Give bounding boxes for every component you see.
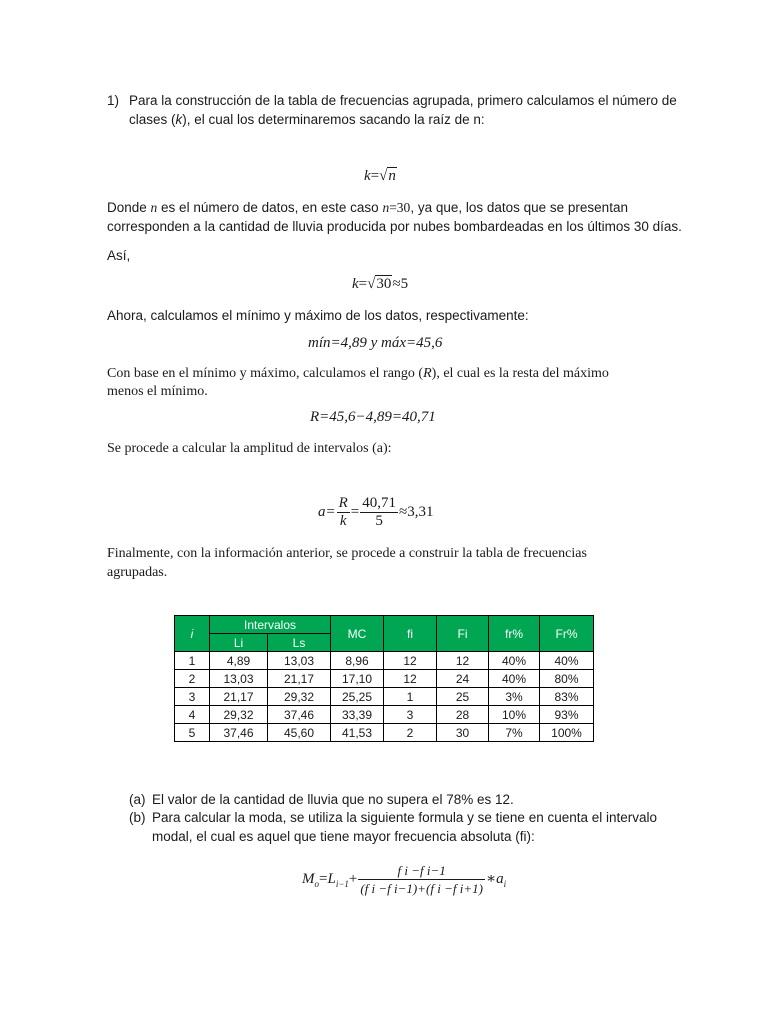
formula-a (318, 495, 434, 530)
fraction-r-k-num: R (338, 495, 348, 511)
item-a-text: El valor de la cantidad de lluvia que no supera el 78% es 12. (152, 792, 514, 807)
table-cell: 83% (540, 688, 594, 706)
formula-k-lhs: k (364, 168, 371, 184)
item-1-line-1: Para la construcción de la tabla de frecuencias agrupada, primero calculamos el número de (129, 93, 677, 108)
table-cell: 4,89 (210, 652, 268, 670)
fraction-r-k (337, 495, 350, 530)
header-ls: Ls (268, 634, 331, 652)
donde-line-2: corresponden a la cantidad de lluvia producida por nubes bombardeadas en los últimos 30 días. (107, 219, 682, 234)
table-row (175, 706, 594, 724)
table-cell: 12 (384, 670, 437, 688)
table-cell: 13,03 (210, 670, 268, 688)
table-row (175, 670, 594, 688)
item-1-line-2-a: clases ( (129, 112, 176, 127)
fraction-mode-den: (f i −f i−1)+(f i −f i+1) (360, 881, 483, 896)
donde-n1: n (150, 200, 158, 215)
formula-mo-times: ∗a (485, 870, 504, 887)
table-cell: 3 (384, 706, 437, 724)
table-cell: 1 (175, 652, 210, 670)
table-cell: 24 (437, 670, 489, 688)
formula-mo-l: L (327, 870, 336, 887)
formula-a-lhs: a= (318, 503, 336, 520)
fraction-value-den: 5 (360, 512, 398, 530)
rango-b: ), el cual es la resta del máximo (431, 366, 609, 381)
table-cell: 25 (437, 688, 489, 706)
table-cell: 3% (489, 688, 540, 706)
formula-mo-plus: + (348, 870, 358, 887)
formula-r (310, 409, 436, 426)
table-cell: 2 (384, 724, 437, 742)
header-li: Li (210, 634, 268, 652)
fraction-r-k-den: k (337, 512, 350, 530)
donde-line-1 (107, 198, 628, 217)
header-Fi: Fi (437, 616, 489, 652)
item-b-label: (b) (129, 810, 146, 825)
fraction-value-num: 40,71 (362, 495, 397, 511)
table-cell: 28 (437, 706, 489, 724)
sqrt-icon: √ (379, 168, 388, 184)
table-cell: 10% (489, 706, 540, 724)
item-b-line-2: modal, el cual es aquel que tiene mayor frecuencia absoluta (fi): (152, 829, 535, 844)
formula-k30-radicand: 30 (376, 276, 392, 292)
item-b-line-1: Para calcular la moda, se utiliza la siguiente formula y se tiene en cuenta el intervalo (152, 810, 658, 825)
table-cell: 25,25 (331, 688, 384, 706)
formula-mo-l-sub: i−1 (335, 878, 349, 889)
rango-r: R (423, 366, 432, 381)
fraction-mode-num: f i −f i−1 (397, 863, 446, 878)
header-fi: fi (384, 616, 437, 652)
table-cell: 7% (489, 724, 540, 742)
formula-a-approx: ≈3,31 (399, 503, 434, 520)
asi-text: Así, (107, 248, 131, 263)
table-cell: 4 (175, 706, 210, 724)
header-fr-pct: fr% (489, 616, 540, 652)
formula-k-eq: = (370, 168, 380, 184)
table-cell: 1 (384, 688, 437, 706)
table-row (175, 724, 594, 742)
table-cell: 29,32 (268, 688, 331, 706)
table-cell: 40% (489, 652, 540, 670)
rango-a: Con base en el mínimo y máximo, calculamos el rango ( (107, 366, 424, 381)
table-cell: 40% (489, 670, 540, 688)
item-1-number: 1) (107, 93, 120, 108)
donde-b: es el número de datos, en este caso (157, 200, 383, 215)
item-a-label: (a) (129, 792, 146, 807)
rango-line-2: menos el mínimo. (107, 384, 208, 399)
formula-mo-o: o (314, 878, 319, 889)
formula-mo-a-sub: i (503, 878, 507, 889)
table-row (175, 688, 594, 706)
formula-k30-approx: ≈5 (392, 276, 409, 292)
table-cell: 13,03 (268, 652, 331, 670)
table-cell: 80% (540, 670, 594, 688)
header-i: i (175, 616, 210, 652)
table-cell: 21,17 (268, 670, 331, 688)
final-line-1: Finalmente, con la información anterior, se procede a construir la tabla de frecuencias (107, 546, 587, 561)
formula-k-radicand: n (388, 168, 396, 184)
item-1-line-2 (129, 110, 485, 129)
formula-k-sqrt-n (364, 167, 397, 185)
rango-line-1 (107, 364, 609, 383)
formula-a-eq: = (350, 503, 360, 520)
table-cell: 2 (175, 670, 210, 688)
formula-k30-eq: = (358, 276, 368, 292)
table-cell: 93% (540, 706, 594, 724)
header-mc: MC (331, 616, 384, 652)
formula-mo-m: M (302, 870, 315, 887)
table-cell: 12 (437, 652, 489, 670)
ahora-text: Ahora, calculamos el mínimo y máximo de los datos, respectivamente: (107, 308, 529, 323)
table-cell: 30 (437, 724, 489, 742)
formula-mode (302, 862, 506, 897)
table-row (175, 652, 594, 670)
donde-d: , ya que, los datos que se presentan (410, 200, 628, 215)
table-cell: 21,17 (210, 688, 268, 706)
table-cell: 100% (540, 724, 594, 742)
table-cell: 8,96 (331, 652, 384, 670)
table-cell: 40% (540, 652, 594, 670)
donde-a: Donde (107, 200, 151, 215)
header-Fr-pct: Fr% (540, 616, 594, 652)
formula-mo-eq: = (319, 870, 328, 887)
item-1-line-2-b: ), el cual los determinaremos sacando la raíz de n: (182, 112, 485, 127)
sqrt-icon: √ (367, 276, 376, 292)
table-cell: 5 (175, 724, 210, 742)
fraction-value (360, 495, 398, 530)
donde-c: =30 (389, 200, 411, 215)
table-header-row-1 (175, 616, 594, 634)
donde-n2: n (382, 200, 390, 215)
table-cell: 37,46 (210, 724, 268, 742)
fraction-mode (358, 862, 485, 897)
frequency-table (174, 615, 594, 742)
item-1-k: k (175, 112, 183, 127)
table-cell: 17,10 (331, 670, 384, 688)
formula-min-max: mín=4,89 y máx=45,6 (308, 335, 443, 351)
table-cell: 12 (384, 652, 437, 670)
table-cell: 29,32 (210, 706, 268, 724)
table-cell: 33,39 (331, 706, 384, 724)
amplitud-text: Se procede a calcular la amplitud de intervalos (a): (107, 441, 392, 456)
table-cell: 45,60 (268, 724, 331, 742)
table-cell: 37,46 (268, 706, 331, 724)
formula-k30-lhs: k (352, 276, 359, 292)
header-intervalos: Intervalos (210, 616, 331, 634)
table-cell: 41,53 (331, 724, 384, 742)
formula-r-text: R=45,6−4,89=40,71 (310, 409, 436, 425)
table-cell: 3 (175, 688, 210, 706)
formula-k-sqrt-30 (352, 275, 408, 293)
final-line-2: agrupadas. (107, 565, 168, 580)
